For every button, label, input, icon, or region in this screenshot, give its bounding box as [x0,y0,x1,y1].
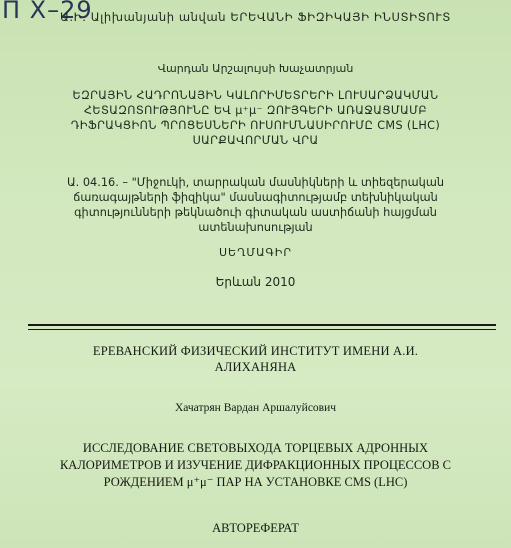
specialty-armenian-line: Ա. 04.16. – "Միջուկի, տարրական մասնիկների և տիեզերական [67,176,444,189]
divider-thick [28,324,496,326]
thesis-title-russian-line: ИССЛЕДОВАНИЕ СВЕТОВЫХОДА ТОРЦЕВЫХ АДРОННЫХ [82,441,429,455]
abstract-label-russian: АВТОРЕФЕРАТ [212,521,299,535]
thesis-title-armenian-line: ՍԱՐՔԱՎՈՐՄԱՆ ՎՐԱ [192,134,319,147]
thesis-title-armenian-line: ԵԶՐԱՅԻՆ ՀԱԴՐՈՆԱՅԻՆ ԿԱԼՈՐԻՄԵՏՐԵՐԻ ԼՈՒՍԱՐՁԱԿՄԱՆ [72,89,439,102]
institute-name-armenian: Ա.Ի. Ալիխանյանի անվան ԵՐԵՎԱՆԻ ՖԻԶԻԿԱՅԻ ԻՆՍՏԻՏՈՒՏ [60,10,451,24]
specialty-armenian-line: ատենախոսության [198,221,313,234]
specialty-armenian [0,175,511,235]
thesis-title-russian-line: РОЖДЕНИЕМ μ⁺μ⁻ ПАР НА УСТАНОВКЕ CMS (LHC) [103,475,408,489]
specialty-armenian-line: գիտությունների թեկնածուի գիտական աստիճանի հայցման [74,206,437,219]
institute-name-russian [0,343,511,375]
author-name-russian: Хачатрян Вардан Аршалуйсович [174,402,337,414]
author-name-armenian: Վարդան Արշալույսի Խաչատրյան [157,62,354,75]
specialty-armenian-line: ճառագայթների ֆիզիկա" մասնագիտությամբ տեխնիկական [73,191,438,204]
city-year-armenian: Երևան 2010 [215,275,296,289]
thesis-title-armenian-line: ՀԵՏԱԶՈՏՈՒԹՅՈՒՆԸ ԵՎ μ⁺μ⁻ ԶՈՒՅԳԵՐԻ ԱՌԱՋԱՑՄԱՄԲ [84,104,427,117]
thesis-title-armenian [0,88,511,148]
thesis-title-armenian-line: ԴԻՖՐԱԿՑԻՈՆ ՊՐՈՑԵՍՆԵՐԻ ՈՒՍՈՒՄՆԱՍԻՐՈՒՄԸ CMS (LHC) [70,119,441,132]
thesis-title-russian-line: КАЛОРИМЕТРОВ И ИЗУЧЕНИЕ ДИФРАКЦИОННЫХ ПРОЦЕССОВ С [59,458,452,472]
handwritten-annotation: Π X–29 [2,0,93,24]
thesis-title-russian [0,440,511,491]
divider-thin [28,329,496,330]
institute-name-russian-line: ЕРЕВАНСКИЙ ФИЗИЧЕСКИЙ ИНСТИТУТ ИМЕНИ А.И. [92,344,419,358]
institute-name-russian-line: АЛИХАНЯНА [214,360,297,374]
abstract-label-armenian: ՍԵՂՄԱԳԻՐ [218,246,293,259]
